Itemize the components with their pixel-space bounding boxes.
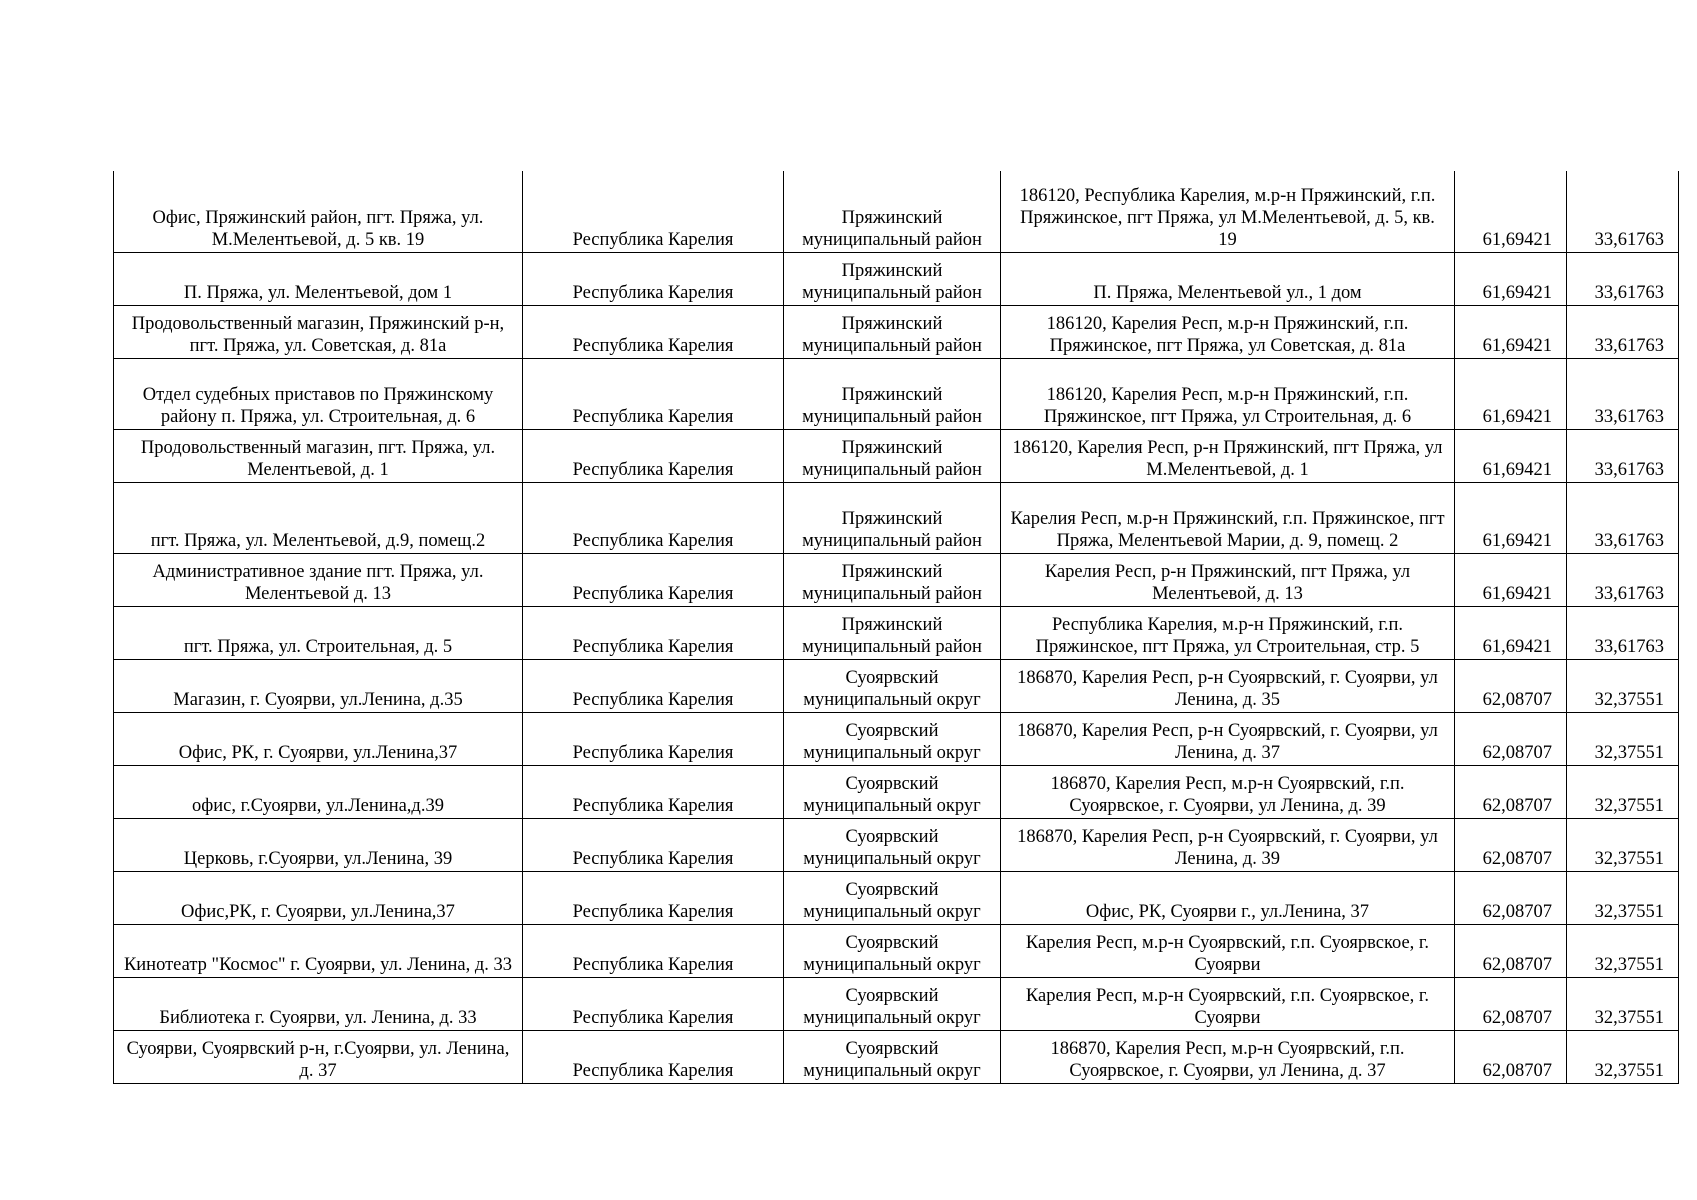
region-cell: Республика Карелия xyxy=(523,358,784,429)
longitude-cell: 33,61763 xyxy=(1567,252,1679,305)
district-cell: Пряжинский муниципальный район xyxy=(784,252,1001,305)
object-name-cell: Административное здание пгт. Пряжа, ул. Мелентьевой д. 13 xyxy=(114,553,523,606)
table-row xyxy=(114,171,1679,252)
longitude-cell: 32,37551 xyxy=(1567,924,1679,977)
region-cell: Республика Карелия xyxy=(523,659,784,712)
table-row xyxy=(114,818,1679,871)
locations-table xyxy=(113,171,1679,1084)
district-cell: Пряжинский муниципальный район xyxy=(784,171,1001,252)
latitude-cell: 62,08707 xyxy=(1455,1030,1567,1083)
longitude-cell: 32,37551 xyxy=(1567,659,1679,712)
longitude-cell: 33,61763 xyxy=(1567,171,1679,252)
table-row xyxy=(114,924,1679,977)
table-row xyxy=(114,765,1679,818)
address-cell: Карелия Респ, м.р-н Пряжинский, г.п. Пряжинское, пгт Пряжа, Мелентьевой Марии, д. 9, помещ. 2 xyxy=(1001,482,1455,553)
table-body xyxy=(114,171,1679,1083)
region-cell: Республика Карелия xyxy=(523,553,784,606)
region-cell: Республика Карелия xyxy=(523,1030,784,1083)
longitude-cell: 33,61763 xyxy=(1567,482,1679,553)
region-cell: Республика Карелия xyxy=(523,818,784,871)
district-cell: Суоярвский муниципальный округ xyxy=(784,1030,1001,1083)
address-cell: 186870, Карелия Респ, м.р-н Суоярвский, г.п. Суоярвское, г. Суоярви, ул Ленина, д. 37 xyxy=(1001,1030,1455,1083)
latitude-cell: 61,69421 xyxy=(1455,606,1567,659)
longitude-cell: 33,61763 xyxy=(1567,358,1679,429)
object-name-cell: Кинотеатр "Космос" г. Суоярви, ул. Ленина, д. 33 xyxy=(114,924,523,977)
longitude-cell: 33,61763 xyxy=(1567,606,1679,659)
region-cell: Республика Карелия xyxy=(523,482,784,553)
longitude-cell: 32,37551 xyxy=(1567,818,1679,871)
object-name-cell: пгт. Пряжа, ул. Мелентьевой, д.9, помещ.2 xyxy=(114,482,523,553)
latitude-cell: 61,69421 xyxy=(1455,171,1567,252)
region-cell: Республика Карелия xyxy=(523,305,784,358)
longitude-cell: 32,37551 xyxy=(1567,712,1679,765)
district-cell: Пряжинский муниципальный район xyxy=(784,606,1001,659)
table-row xyxy=(114,659,1679,712)
district-cell: Суоярвский муниципальный округ xyxy=(784,712,1001,765)
table-row xyxy=(114,305,1679,358)
object-name-cell: Офис, Пряжинский район, пгт. Пряжа, ул. М.Мелентьевой, д. 5 кв. 19 xyxy=(114,171,523,252)
address-cell: 186120, Республика Карелия, м.р-н Пряжинский, г.п. Пряжинское, пгт Пряжа, ул М.Мелентьевой, д. 5, кв. 19 xyxy=(1001,171,1455,252)
longitude-cell: 32,37551 xyxy=(1567,977,1679,1030)
latitude-cell: 61,69421 xyxy=(1455,305,1567,358)
table-row xyxy=(114,482,1679,553)
table-row xyxy=(114,553,1679,606)
object-name-cell: Магазин, г. Суоярви, ул.Ленина, д.35 xyxy=(114,659,523,712)
table-row xyxy=(114,1030,1679,1083)
address-cell: Офис, РК, Суоярви г., ул.Ленина, 37 xyxy=(1001,871,1455,924)
district-cell: Суоярвский муниципальный округ xyxy=(784,818,1001,871)
region-cell: Республика Карелия xyxy=(523,871,784,924)
table-row xyxy=(114,871,1679,924)
district-cell: Пряжинский муниципальный район xyxy=(784,429,1001,482)
object-name-cell: Библиотека г. Суоярви, ул. Ленина, д. 33 xyxy=(114,977,523,1030)
address-cell: Карелия Респ, м.р-н Суоярвский, г.п. Суоярвское, г. Суоярви xyxy=(1001,924,1455,977)
table-row xyxy=(114,358,1679,429)
object-name-cell: пгт. Пряжа, ул. Строительная, д. 5 xyxy=(114,606,523,659)
longitude-cell: 32,37551 xyxy=(1567,1030,1679,1083)
latitude-cell: 61,69421 xyxy=(1455,482,1567,553)
address-cell: П. Пряжа, Мелентьевой ул., 1 дом xyxy=(1001,252,1455,305)
longitude-cell: 33,61763 xyxy=(1567,553,1679,606)
object-name-cell: Отдел судебных приставов по Пряжинскому району п. Пряжа, ул. Строительная, д. 6 xyxy=(114,358,523,429)
region-cell: Республика Карелия xyxy=(523,171,784,252)
longitude-cell: 33,61763 xyxy=(1567,305,1679,358)
latitude-cell: 61,69421 xyxy=(1455,429,1567,482)
table-row xyxy=(114,977,1679,1030)
latitude-cell: 61,69421 xyxy=(1455,358,1567,429)
district-cell: Суоярвский муниципальный округ xyxy=(784,765,1001,818)
address-cell: 186870, Карелия Респ, р-н Суоярвский, г. Суоярви, ул Ленина, д. 37 xyxy=(1001,712,1455,765)
longitude-cell: 33,61763 xyxy=(1567,429,1679,482)
address-cell: 186870, Карелия Респ, р-н Суоярвский, г. Суоярви, ул Ленина, д. 35 xyxy=(1001,659,1455,712)
object-name-cell: Суоярви, Суоярвский р-н, г.Суоярви, ул. Ленина, д. 37 xyxy=(114,1030,523,1083)
district-cell: Пряжинский муниципальный район xyxy=(784,553,1001,606)
latitude-cell: 62,08707 xyxy=(1455,659,1567,712)
latitude-cell: 62,08707 xyxy=(1455,977,1567,1030)
address-cell: 186120, Карелия Респ, м.р-н Пряжинский, г.п. Пряжинское, пгт Пряжа, ул Советская, д. 81а xyxy=(1001,305,1455,358)
table-row xyxy=(114,252,1679,305)
object-name-cell: П. Пряжа, ул. Мелентьевой, дом 1 xyxy=(114,252,523,305)
district-cell: Суоярвский муниципальный округ xyxy=(784,871,1001,924)
region-cell: Республика Карелия xyxy=(523,252,784,305)
district-cell: Суоярвский муниципальный округ xyxy=(784,977,1001,1030)
district-cell: Пряжинский муниципальный район xyxy=(784,482,1001,553)
object-name-cell: Церковь, г.Суоярви, ул.Ленина, 39 xyxy=(114,818,523,871)
address-cell: 186120, Карелия Респ, р-н Пряжинский, пгт Пряжа, ул М.Мелентьевой, д. 1 xyxy=(1001,429,1455,482)
address-cell: 186870, Карелия Респ, м.р-н Суоярвский, г.п. Суоярвское, г. Суоярви, ул Ленина, д. 39 xyxy=(1001,765,1455,818)
district-cell: Суоярвский муниципальный округ xyxy=(784,659,1001,712)
longitude-cell: 32,37551 xyxy=(1567,765,1679,818)
region-cell: Республика Карелия xyxy=(523,977,784,1030)
latitude-cell: 62,08707 xyxy=(1455,818,1567,871)
object-name-cell: Офис,РК, г. Суоярви, ул.Ленина,37 xyxy=(114,871,523,924)
address-cell: Карелия Респ, м.р-н Суоярвский, г.п. Суоярвское, г. Суоярви xyxy=(1001,977,1455,1030)
latitude-cell: 62,08707 xyxy=(1455,924,1567,977)
object-name-cell: офис, г.Суоярви, ул.Ленина,д.39 xyxy=(114,765,523,818)
region-cell: Республика Карелия xyxy=(523,924,784,977)
district-cell: Пряжинский муниципальный район xyxy=(784,305,1001,358)
region-cell: Республика Карелия xyxy=(523,429,784,482)
table-row xyxy=(114,712,1679,765)
latitude-cell: 62,08707 xyxy=(1455,871,1567,924)
region-cell: Республика Карелия xyxy=(523,765,784,818)
address-cell: 186120, Карелия Респ, м.р-н Пряжинский, г.п. Пряжинское, пгт Пряжа, ул Строительная, д. 6 xyxy=(1001,358,1455,429)
latitude-cell: 61,69421 xyxy=(1455,252,1567,305)
district-cell: Пряжинский муниципальный район xyxy=(784,358,1001,429)
latitude-cell: 62,08707 xyxy=(1455,712,1567,765)
table-row xyxy=(114,429,1679,482)
district-cell: Суоярвский муниципальный округ xyxy=(784,924,1001,977)
address-cell: Республика Карелия, м.р-н Пряжинский, г.п. Пряжинское, пгт Пряжа, ул Строительная, стр. 5 xyxy=(1001,606,1455,659)
object-name-cell: Продовольственный магазин, пгт. Пряжа, ул. Мелентьевой, д. 1 xyxy=(114,429,523,482)
region-cell: Республика Карелия xyxy=(523,712,784,765)
object-name-cell: Офис, РК, г. Суоярви, ул.Ленина,37 xyxy=(114,712,523,765)
region-cell: Республика Карелия xyxy=(523,606,784,659)
address-cell: 186870, Карелия Респ, р-н Суоярвский, г. Суоярви, ул Ленина, д. 39 xyxy=(1001,818,1455,871)
address-cell: Карелия Респ, р-н Пряжинский, пгт Пряжа, ул Мелентьевой, д. 13 xyxy=(1001,553,1455,606)
longitude-cell: 32,37551 xyxy=(1567,871,1679,924)
object-name-cell: Продовольственный магазин, Пряжинский р-н, пгт. Пряжа, ул. Советская, д. 81а xyxy=(114,305,523,358)
latitude-cell: 62,08707 xyxy=(1455,765,1567,818)
table-row xyxy=(114,606,1679,659)
latitude-cell: 61,69421 xyxy=(1455,553,1567,606)
